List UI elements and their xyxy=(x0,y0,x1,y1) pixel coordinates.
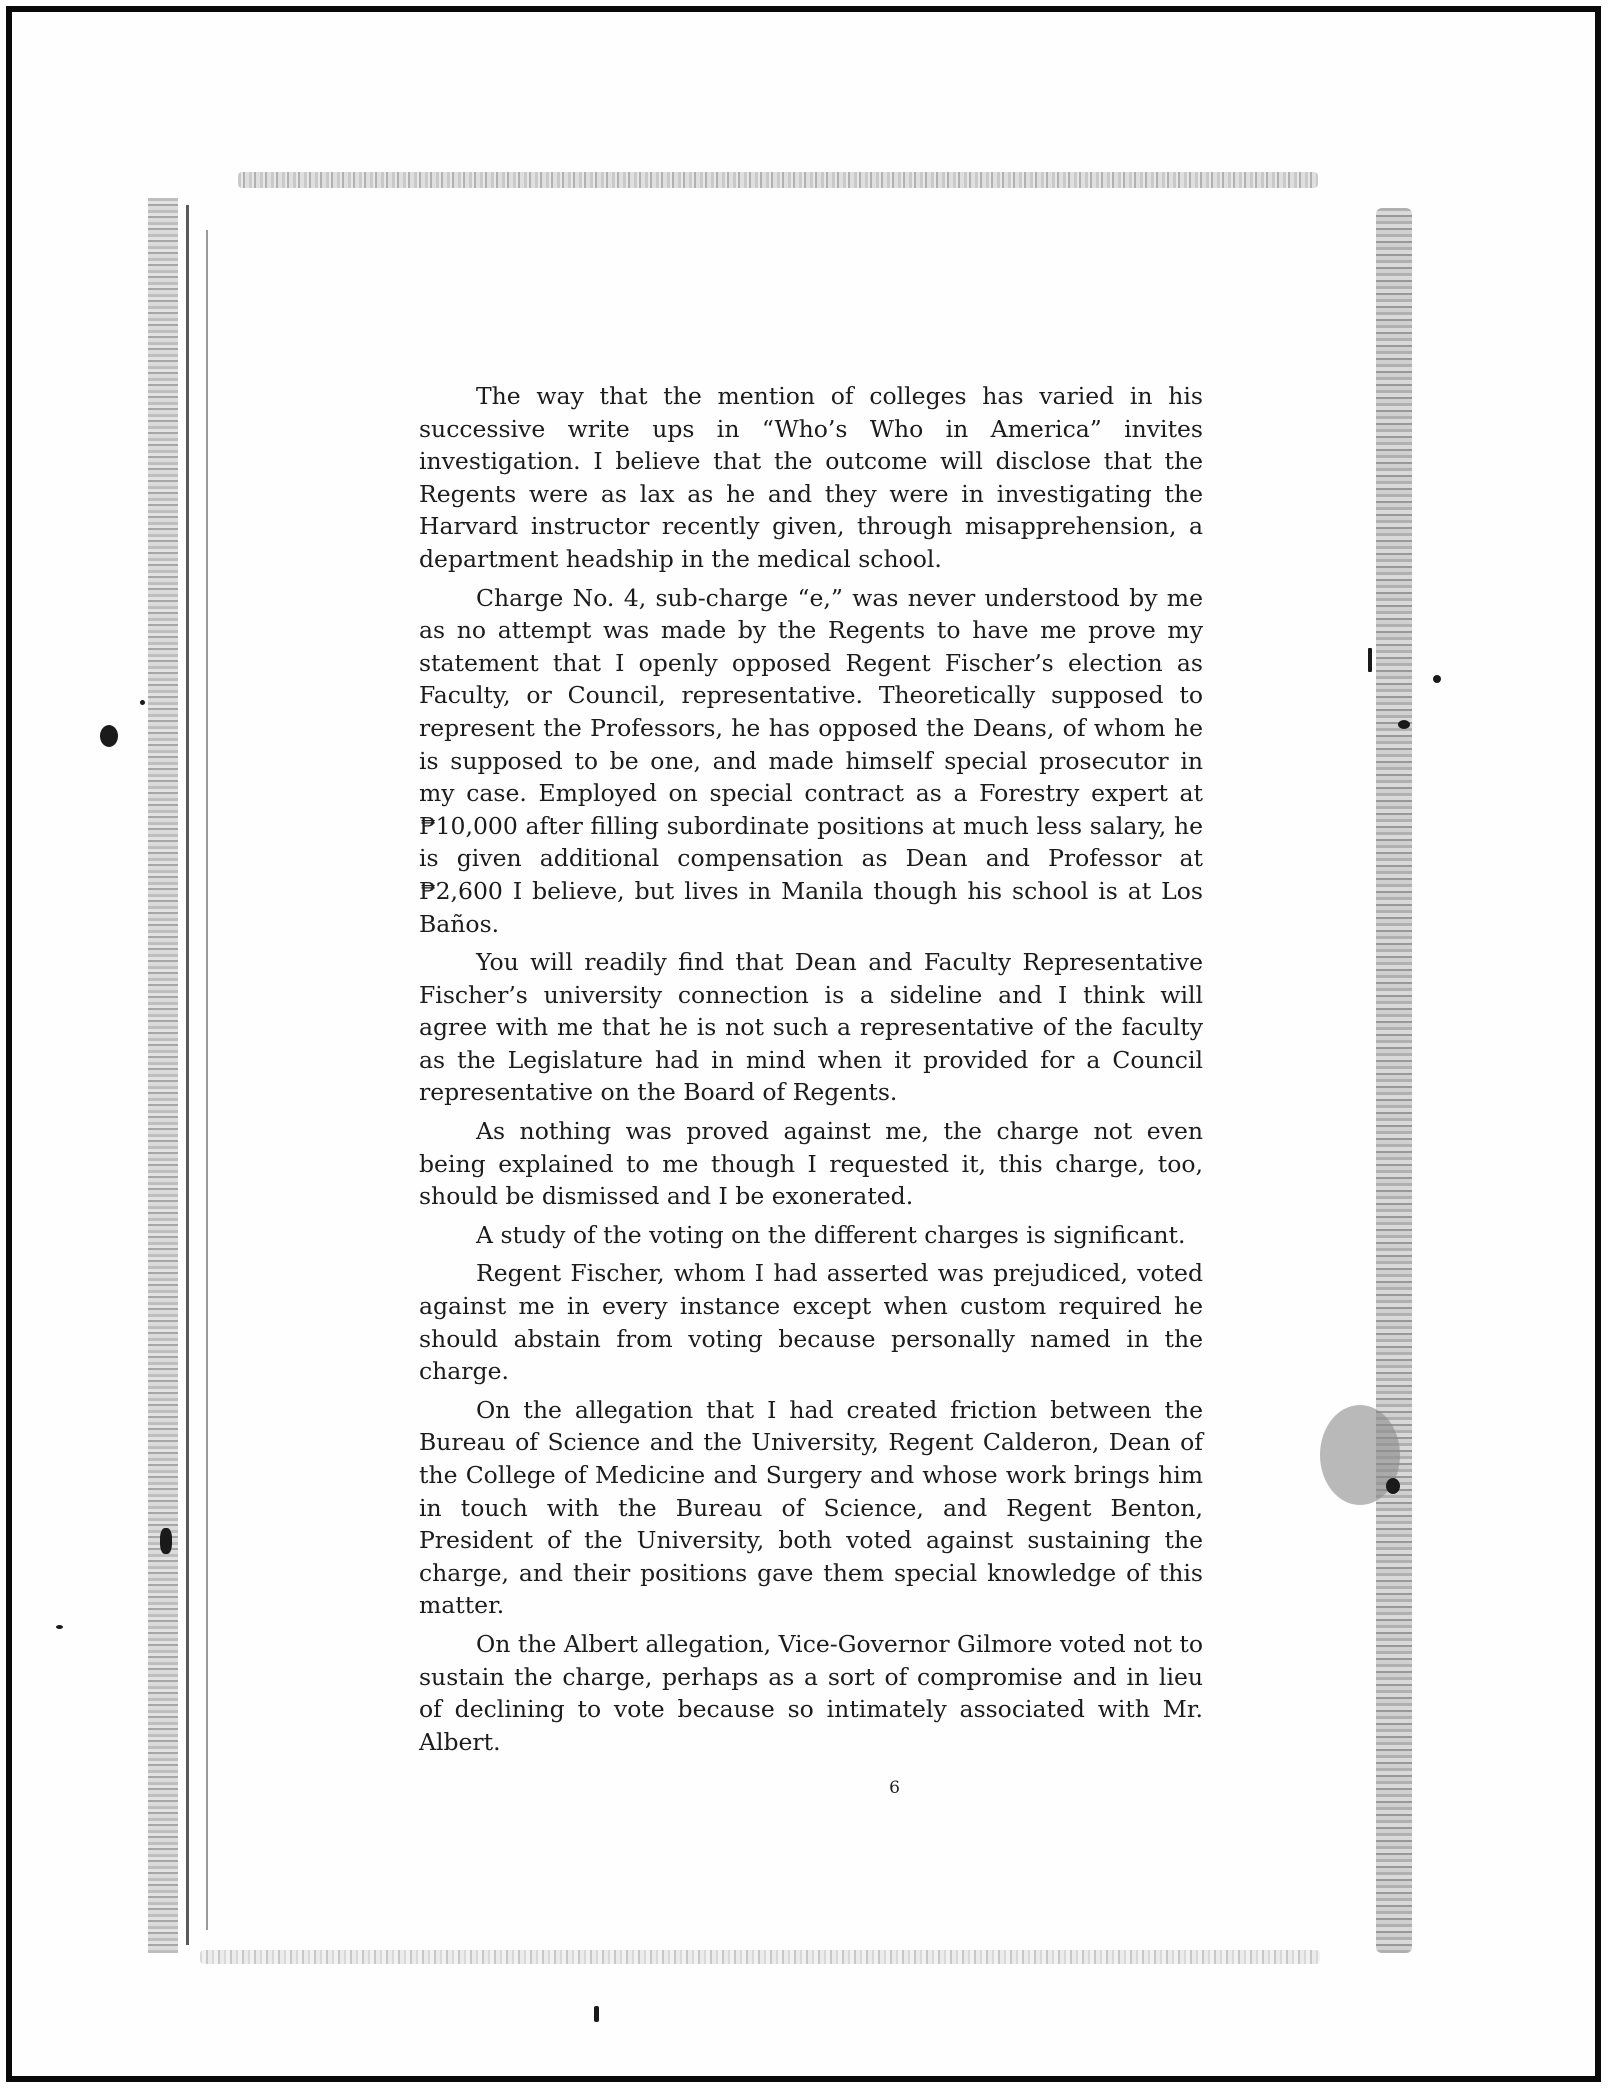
binding-line xyxy=(186,205,189,1945)
binding-line-inner xyxy=(206,230,208,1930)
paragraph-charge-4: Charge No. 4, sub-charge “e,” was never understood by me as no attempt was made by the Regents to have me prove my statement that I openly opposed Regent Fischer’s election as Faculty, or Council, representative. Theoretically supposed to represent the Professors, he has opposed the Deans, of whom he is supposed to be one, and made himself special prosecutor in my case. Employed on special contract as a Forestry expert at ₱10,000 after filling subordinate positions at much less salary, he is given additional compensation as Dean and Professor at ₱2,600 I believe, but lives in Manila though his school is at Los Baños. xyxy=(419,583,1203,938)
ink-blot xyxy=(140,700,145,705)
scan-edge-left xyxy=(148,198,178,1953)
ink-blot xyxy=(594,2006,599,2022)
ink-blot xyxy=(160,1528,172,1554)
ink-blot xyxy=(56,1625,63,1629)
paragraph-faculty-representative: You will readily find that Dean and Faculty Representative Fischer’s university connection is a sideline and I think will agree with me that he is not such a representative of the faculty as the Legislature had in mind when it provided for a Council representative on the Board of Regents. xyxy=(419,948,1203,1107)
paragraph-voting-study: A study of the voting on the different charges is significant. xyxy=(476,1220,1186,1249)
page-number: 6 xyxy=(889,1778,900,1798)
ink-blot xyxy=(1386,1478,1400,1494)
paragraph-regent-fischer: Regent Fischer, whom I had asserted was prejudiced, voted against me in every instance except when custom required he should abstain from voting because personally named in the charge. xyxy=(419,1259,1203,1386)
scan-edge-bottom xyxy=(200,1950,1320,1964)
ink-blot xyxy=(1368,648,1372,672)
paragraph-friction-allegation: On the allegation that I had created friction between the Bureau of Science and the University, Regent Calderon, Dean of the College of Medicine and Surgery and whose work brings him in touch with the Bureau of Science, and Regent Benton, President of the University, both voted against sustaining the charge, and their positions gave them special knowledge of this matter. xyxy=(419,1395,1203,1620)
scan-edge-right xyxy=(1376,208,1412,1953)
ink-blot xyxy=(1433,675,1441,683)
paragraph-nothing-proved: As nothing was proved against me, the charge not even being explained to me though I requested it, this charge, too, should be dismissed and I be exonerated. xyxy=(419,1117,1203,1211)
scan-edge-top xyxy=(238,172,1318,188)
ink-blot xyxy=(1398,720,1410,729)
document-body xyxy=(419,380,1203,1764)
paragraph-colleges-mention: The way that the mention of colleges has varied in his successive write ups in “Who’s Who in America” invites investigation. I believe that the outcome will disclose that the Regents were as lax as he and they were in investigating the Harvard instructor recently given, through misapprehension, a department headship in the medical school. xyxy=(419,382,1203,573)
paragraph-albert-allegation: On the Albert allegation, Vice-Governor Gilmore voted not to sustain the charge, perhaps as a sort of compromise and in lieu of declining to vote because so intimately associated with Mr. Albert. xyxy=(419,1629,1203,1756)
ink-blot xyxy=(100,725,118,747)
